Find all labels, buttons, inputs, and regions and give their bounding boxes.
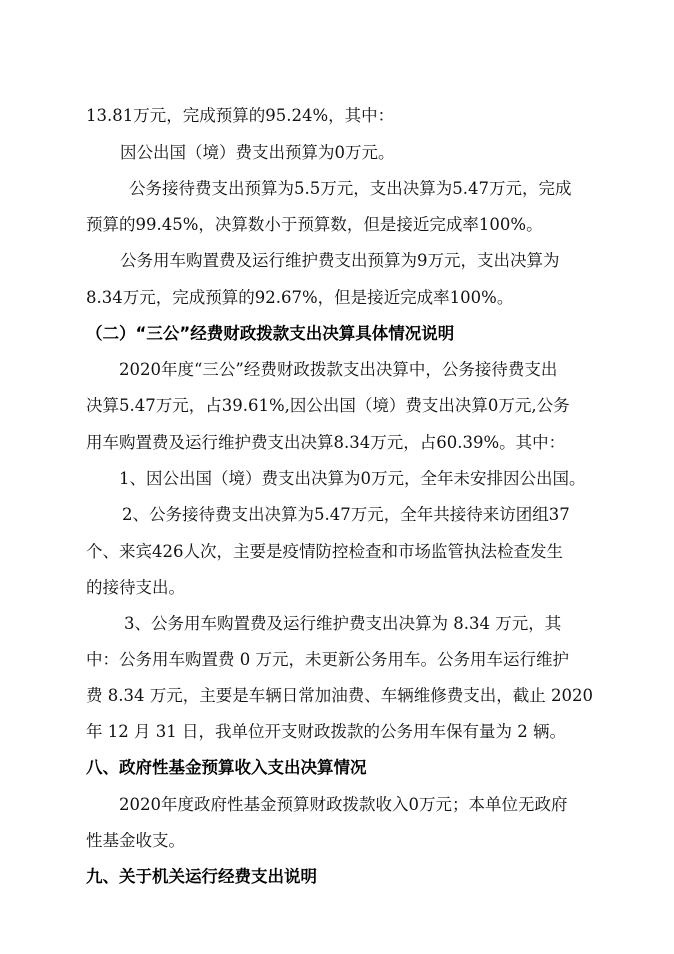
- body-line: 年 12 月 31 日，我单位开支财政拨款的公务用车保有量为 2 辆。: [86, 722, 566, 741]
- body-line: 中：公务用车购置费 0 万元，未更新公务用车。公务用车运行维护: [86, 650, 569, 669]
- body-line: 13.81万元，完成预算的95.24%，其中：: [86, 106, 395, 125]
- body-line: 费 8.34 万元，主要是车辆日常加油费、车辆维修费支出，截止 2020: [86, 686, 593, 705]
- body-line: 个、来宾426人次，主要是疫情防控检查和市场监管执法检查发生: [86, 542, 563, 561]
- body-line: 2020年度政府性基金预算财政拨款收入0万元；本单位无政府: [119, 795, 568, 814]
- body-line: 公务接待费支出预算为5.5万元，支出决算为5.47万元，完成: [129, 179, 572, 198]
- body-line: 因公出国（境）费支出预算为0万元。: [120, 143, 395, 162]
- body-line: 用车购置费及运行维护费支出决算8.34万元，占60.39%。其中：: [86, 433, 566, 452]
- section-heading: （二）“三公”经费财政拨款支出决算具体情况说明: [86, 324, 455, 343]
- body-line: 公务用车购置费及运行维护费支出预算为9万元，支出决算为: [120, 251, 560, 270]
- section-heading: 八、政府性基金预算收入支出决算情况: [86, 758, 367, 777]
- body-line: 1、因公出国（境）费支出决算为0万元，全年未安排因公出国。: [119, 469, 586, 488]
- body-line: 2、公务接待费支出决算为5.47万元，全年共接待来访团组37: [122, 505, 570, 524]
- body-line: 决算5.47万元，占39.61%,因公出国（境）费支出决算0万元,公务: [86, 396, 570, 415]
- section-heading: 九、关于机关运行经费支出说明: [86, 867, 317, 886]
- body-line: 2020年度“三公”经费财政拨款支出决算中，公务接待费支出: [119, 360, 558, 379]
- body-line: 性基金收支。: [86, 831, 185, 850]
- body-line: 的接待支出。: [86, 578, 185, 597]
- body-line: 3、公务用车购置费及运行维护费支出决算为 8.34 万元，其: [124, 614, 562, 633]
- body-line: 预算的99.45%，决算数小于预算数，但是接近完成率100%。: [86, 215, 543, 234]
- body-line: 8.34万元，完成预算的92.67%，但是接近完成率100%。: [86, 288, 514, 307]
